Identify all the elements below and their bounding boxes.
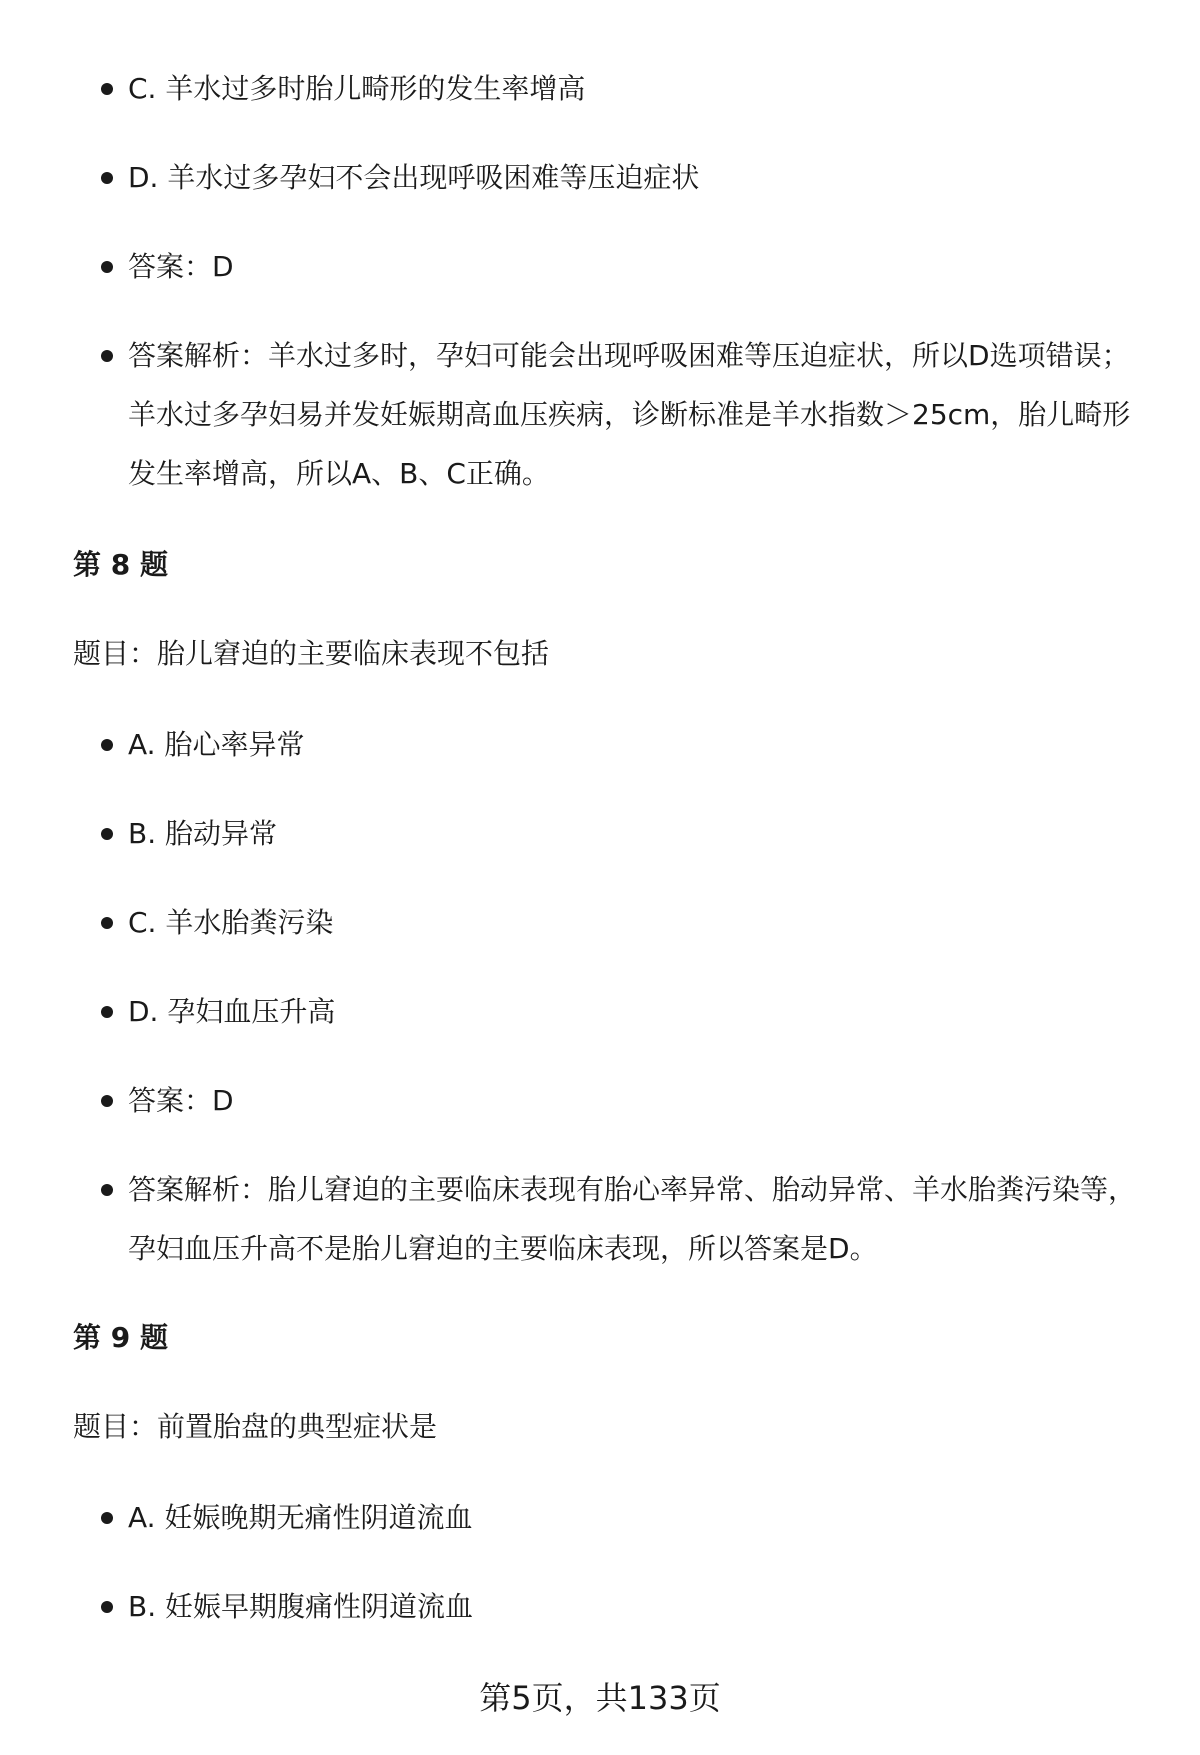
question-8-stem: 题目：胎儿窘迫的主要临床表现不包括 bbox=[73, 637, 550, 670]
option-a: A. 胎心率异常 bbox=[128, 715, 1148, 774]
answer-explanation: 答案解析：羊水过多时，孕妇可能会出现呼吸困难等压迫症状，所以D选项错误；羊水过多孕妇易并发妊娠期高血压疾病，诊断标准是羊水指数＞25cm，胎儿畸形发生率增高，所以A、B、C正确。 bbox=[128, 326, 1148, 503]
option-c: C. 羊水胎粪污染 bbox=[128, 893, 1148, 952]
option-d: D. 孕妇血压升高 bbox=[128, 982, 1148, 1041]
option-c: C. 羊水过多时胎儿畸形的发生率增高 bbox=[128, 59, 1148, 118]
option-d: D. 羊水过多孕妇不会出现呼吸困难等压迫症状 bbox=[128, 148, 1148, 207]
question-8-heading: 第 8 题 bbox=[73, 548, 168, 581]
question-9-stem: 题目：前置胎盘的典型症状是 bbox=[73, 1410, 438, 1443]
answer: 答案：D bbox=[128, 237, 1148, 296]
option-b: B. 胎动异常 bbox=[128, 804, 1148, 863]
option-a: A. 妊娠晚期无痛性阴道流血 bbox=[128, 1488, 1148, 1547]
answer: 答案：D bbox=[128, 1071, 1148, 1130]
option-b: B. 妊娠早期腹痛性阴道流血 bbox=[128, 1577, 1148, 1636]
answer-explanation: 答案解析：胎儿窘迫的主要临床表现有胎心率异常、胎动异常、羊水胎粪污染等，孕妇血压升高不是胎儿窘迫的主要临床表现，所以答案是D。 bbox=[128, 1160, 1148, 1278]
question-9-heading: 第 9 题 bbox=[73, 1321, 168, 1354]
page-indicator: 第5页，共133页 bbox=[479, 1679, 721, 1717]
